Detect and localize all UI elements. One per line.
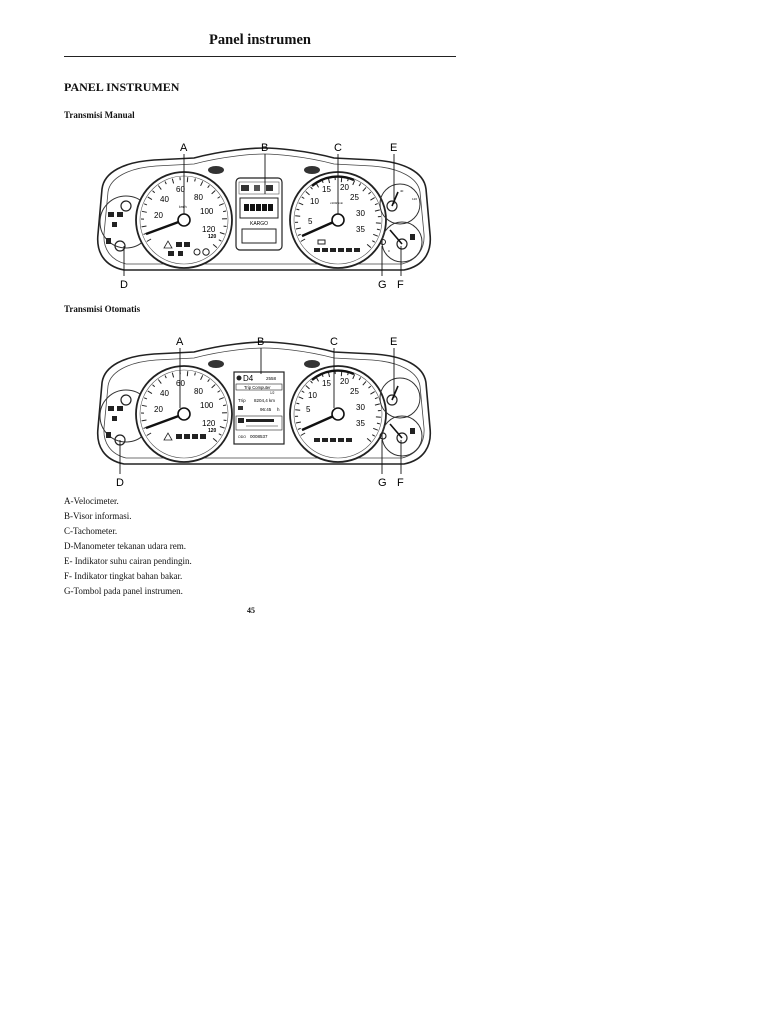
callout-A: A bbox=[180, 142, 188, 154]
tacho-tick: 20 bbox=[340, 183, 349, 192]
speedo-tick: 60 bbox=[176, 185, 185, 194]
dial-tick bbox=[377, 423, 380, 424]
cluster-diagram-manual bbox=[84, 134, 444, 294]
display-menu: Trip Computer bbox=[244, 385, 271, 390]
display-odo-value: 0008537 bbox=[250, 434, 268, 439]
legend-item: D-Manometer tekanan udara rem. bbox=[64, 541, 186, 551]
speedo-tick: 120 bbox=[202, 419, 216, 428]
header-divider bbox=[64, 56, 456, 57]
tacho-tick: 10 bbox=[310, 197, 319, 206]
tacho-tick: 30 bbox=[356, 209, 365, 218]
speedometer bbox=[136, 366, 232, 462]
display-gear: D4 bbox=[243, 374, 254, 383]
tacho-tick: 5 bbox=[308, 217, 313, 226]
info-display bbox=[234, 372, 284, 444]
speedo-tick: 40 bbox=[160, 195, 169, 204]
indicator-icons bbox=[314, 438, 352, 442]
dial-tick bbox=[223, 211, 226, 212]
callout-A: A bbox=[176, 336, 184, 348]
display-label: KARGO bbox=[250, 221, 269, 227]
tacho-unit: x100r/min bbox=[330, 201, 344, 205]
display-trip-label: Trip bbox=[238, 398, 246, 403]
speedo-unit: km/h bbox=[179, 205, 187, 209]
tacho-tick: 25 bbox=[350, 387, 359, 396]
section-title: PANEL INSTRUMEN bbox=[64, 80, 180, 94]
speed-badge: 120 bbox=[208, 428, 217, 434]
display-top-right: 2558 bbox=[266, 376, 277, 381]
callout-G: G bbox=[378, 279, 387, 291]
tacho-tick: 10 bbox=[308, 391, 317, 400]
subtitle-manual: Transmisi Manual bbox=[64, 110, 135, 120]
temp-tick: 40 bbox=[400, 189, 404, 193]
callout-D: D bbox=[116, 477, 124, 488]
display-odo-label: ODO bbox=[238, 435, 246, 439]
page-number: 45 bbox=[247, 606, 255, 615]
speedo-tick: 120 bbox=[202, 225, 216, 234]
tacho-tick: 30 bbox=[356, 403, 365, 412]
callout-F: F bbox=[397, 279, 404, 291]
legend-item: E- Indikator suhu cairan pendingin. bbox=[64, 556, 192, 566]
speedo-tick: 40 bbox=[160, 389, 169, 398]
callout-C: C bbox=[334, 142, 342, 154]
callout-D: D bbox=[120, 279, 128, 291]
callout-G: G bbox=[378, 477, 387, 488]
display-trip-value: 8204,4 km bbox=[254, 398, 276, 403]
tacho-tick: 5 bbox=[306, 405, 311, 414]
legend-item: A-Velocimeter. bbox=[64, 496, 119, 506]
page-title: Panel instrumen bbox=[209, 32, 311, 48]
cluster-diagram-automatic bbox=[84, 328, 444, 488]
speedo-tick: 20 bbox=[154, 211, 163, 220]
display-page: 1/2 bbox=[270, 391, 275, 395]
tacho-tick: 15 bbox=[322, 185, 331, 194]
tacho-tick: 35 bbox=[356, 419, 365, 428]
callout-B: B bbox=[257, 336, 265, 348]
fuel-low-tick: 0 bbox=[388, 249, 390, 253]
tacho-tick: 25 bbox=[350, 193, 359, 202]
speedo-tick: 100 bbox=[200, 401, 214, 410]
legend-list bbox=[64, 494, 192, 599]
legend-item: B-Visor informasi. bbox=[64, 511, 132, 521]
legend-item: G-Tombol pada panel instrumen. bbox=[64, 586, 183, 596]
speed-badge: 120 bbox=[208, 234, 217, 240]
tacho-tick: 35 bbox=[356, 225, 365, 234]
callout-C: C bbox=[330, 336, 338, 348]
dial-tick bbox=[223, 405, 226, 406]
callout-B: B bbox=[261, 142, 269, 154]
callout-E: E bbox=[390, 336, 398, 348]
display-time-value: 96:45 bbox=[260, 407, 272, 412]
callout-F: F bbox=[397, 477, 404, 488]
legend-item: F- Indikator tingkat bahan bakar. bbox=[64, 571, 183, 581]
speedo-tick: 80 bbox=[194, 387, 203, 396]
info-display bbox=[236, 178, 282, 250]
tachometer bbox=[290, 366, 386, 462]
dial-tick bbox=[377, 229, 380, 230]
callout-E: E bbox=[390, 142, 398, 154]
tacho-tick: 20 bbox=[340, 377, 349, 386]
speedo-tick: 100 bbox=[200, 207, 214, 216]
legend-item: C-Tachometer. bbox=[64, 526, 118, 536]
display-time-unit: h bbox=[277, 407, 280, 412]
subtitle-automatic: Transmisi Otomatis bbox=[64, 304, 141, 314]
temp-tick: 120 bbox=[412, 197, 418, 201]
speedo-tick: 80 bbox=[194, 193, 203, 202]
tacho-tick: 15 bbox=[322, 379, 331, 388]
speedo-tick: 60 bbox=[176, 379, 185, 388]
speedo-tick: 20 bbox=[154, 405, 163, 414]
